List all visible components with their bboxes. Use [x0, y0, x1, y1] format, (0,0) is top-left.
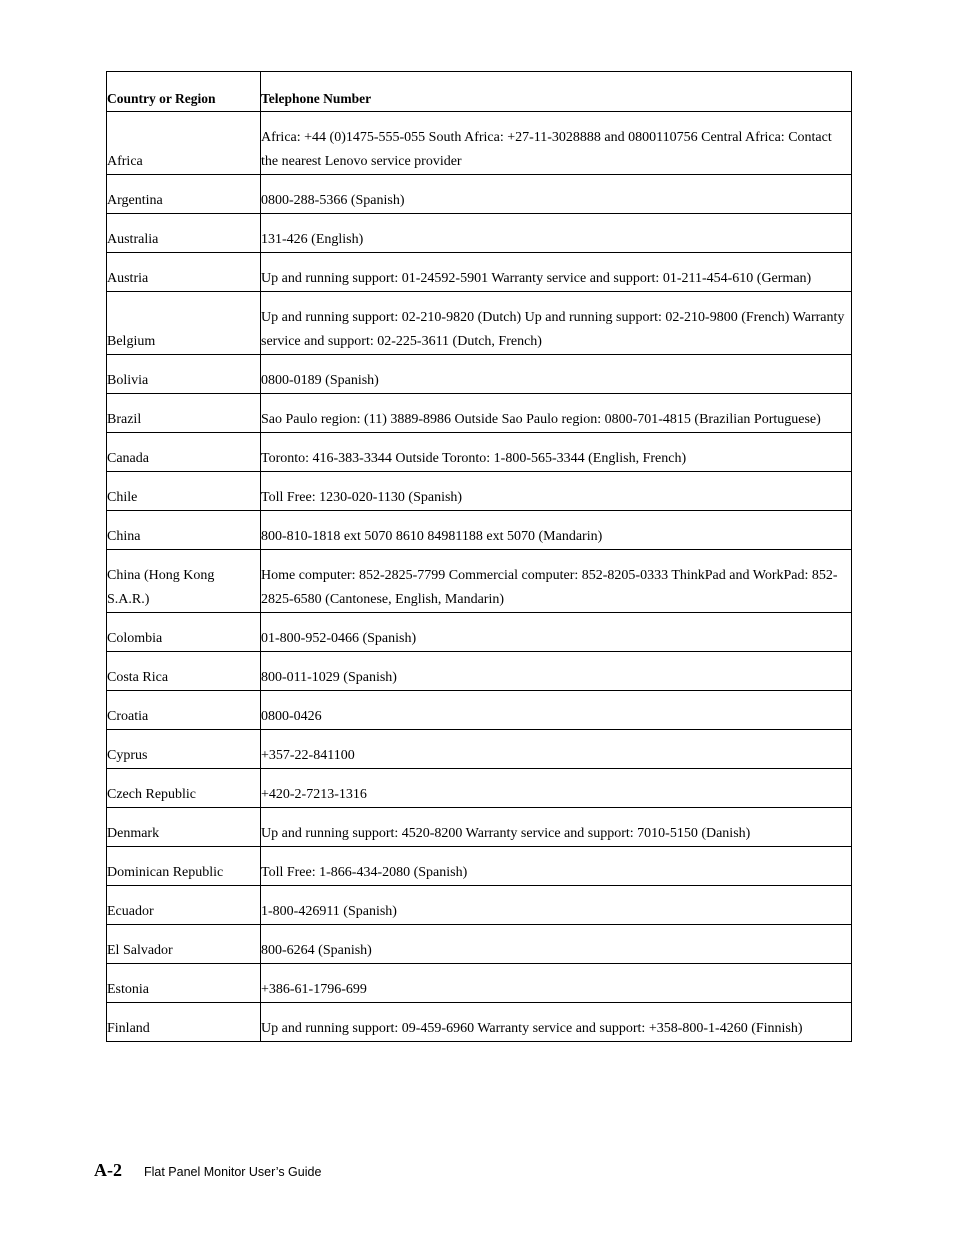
country-cell: Czech Republic	[107, 769, 261, 808]
country-cell: Canada	[107, 433, 261, 472]
telephone-cell: +357-22-841100	[261, 730, 852, 769]
country-cell: Finland	[107, 1003, 261, 1042]
country-cell: Croatia	[107, 691, 261, 730]
country-cell: El Salvador	[107, 925, 261, 964]
country-cell: China	[107, 511, 261, 550]
table-row	[107, 847, 852, 886]
telephone-cell: 131-426 (English)	[261, 214, 852, 253]
telephone-cell: Up and running support: 4520-8200 Warranty service and support: 7010-5150 (Danish)	[261, 808, 852, 847]
country-cell: Cyprus	[107, 730, 261, 769]
table-row	[107, 691, 852, 730]
country-cell: Bolivia	[107, 355, 261, 394]
table-body	[107, 112, 852, 1042]
country-cell: Denmark	[107, 808, 261, 847]
table-row	[107, 253, 852, 292]
telephone-cell: Up and running support: 01-24592-5901 Warranty service and support: 01-211-454-610 (German)	[261, 253, 852, 292]
support-phone-table	[106, 71, 852, 1042]
telephone-cell: 0800-0426	[261, 691, 852, 730]
table-row	[107, 550, 852, 613]
table-row	[107, 925, 852, 964]
table-header-row	[107, 72, 852, 112]
page-footer	[94, 1160, 321, 1184]
table-row	[107, 886, 852, 925]
table-row	[107, 394, 852, 433]
page-number: A-2	[94, 1160, 122, 1180]
telephone-cell: 800-011-1029 (Spanish)	[261, 652, 852, 691]
telephone-cell: 800-6264 (Spanish)	[261, 925, 852, 964]
country-cell: Argentina	[107, 175, 261, 214]
column-header-country: Country or Region	[107, 72, 261, 112]
telephone-cell: 1-800-426911 (Spanish)	[261, 886, 852, 925]
telephone-cell: Home computer: 852-2825-7799 Commercial computer: 852-8205-0333 ThinkPad and WorkPad: 852-2825-6580 (Cantonese, English, Mandarin)	[261, 550, 852, 613]
column-header-phone: Telephone Number	[261, 72, 852, 112]
document-title: Flat Panel Monitor User’s Guide	[144, 1165, 322, 1179]
telephone-cell: 800-810-1818 ext 5070 8610 84981188 ext 5070 (Mandarin)	[261, 511, 852, 550]
country-cell: Australia	[107, 214, 261, 253]
country-cell: Ecuador	[107, 886, 261, 925]
country-cell: Austria	[107, 253, 261, 292]
country-cell: Belgium	[107, 292, 261, 355]
country-cell: Chile	[107, 472, 261, 511]
telephone-cell: Up and running support: 09-459-6960 Warranty service and support: +358-800-1-4260 (Finnish)	[261, 1003, 852, 1042]
table-row	[107, 769, 852, 808]
telephone-cell: Africa: +44 (0)1475-555-055 South Africa: +27-11-3028888 and 0800110756 Central Africa: Contact the nearest Lenovo service provider	[261, 112, 852, 175]
table-row	[107, 175, 852, 214]
telephone-cell: +420-2-7213-1316	[261, 769, 852, 808]
table-row	[107, 964, 852, 1003]
table-row	[107, 1003, 852, 1042]
table-row	[107, 112, 852, 175]
country-cell: Africa	[107, 112, 261, 175]
table-row	[107, 433, 852, 472]
country-cell: Brazil	[107, 394, 261, 433]
telephone-cell: Toronto: 416-383-3344 Outside Toronto: 1-800-565-3344 (English, French)	[261, 433, 852, 472]
telephone-cell: Toll Free: 1-866-434-2080 (Spanish)	[261, 847, 852, 886]
telephone-cell: Toll Free: 1230-020-1130 (Spanish)	[261, 472, 852, 511]
telephone-cell: 0800-288-5366 (Spanish)	[261, 175, 852, 214]
country-cell: Costa Rica	[107, 652, 261, 691]
country-cell: Colombia	[107, 613, 261, 652]
telephone-cell: Sao Paulo region: (11) 3889-8986 Outside Sao Paulo region: 0800-701-4815 (Brazilian Portuguese)	[261, 394, 852, 433]
country-cell: Estonia	[107, 964, 261, 1003]
table-row	[107, 613, 852, 652]
country-cell: Dominican Republic	[107, 847, 261, 886]
table-row	[107, 730, 852, 769]
table-row	[107, 652, 852, 691]
country-cell: China (Hong Kong S.A.R.)	[107, 550, 261, 613]
table-row	[107, 808, 852, 847]
table-row	[107, 355, 852, 394]
table-row	[107, 292, 852, 355]
telephone-cell: 01-800-952-0466 (Spanish)	[261, 613, 852, 652]
telephone-cell: 0800-0189 (Spanish)	[261, 355, 852, 394]
telephone-cell: Up and running support: 02-210-9820 (Dutch) Up and running support: 02-210-9800 (French) Warranty service and support: 02-225-3611 (Dutch, French)	[261, 292, 852, 355]
table-row	[107, 214, 852, 253]
table-row	[107, 511, 852, 550]
telephone-cell: +386-61-1796-699	[261, 964, 852, 1003]
table-row	[107, 472, 852, 511]
